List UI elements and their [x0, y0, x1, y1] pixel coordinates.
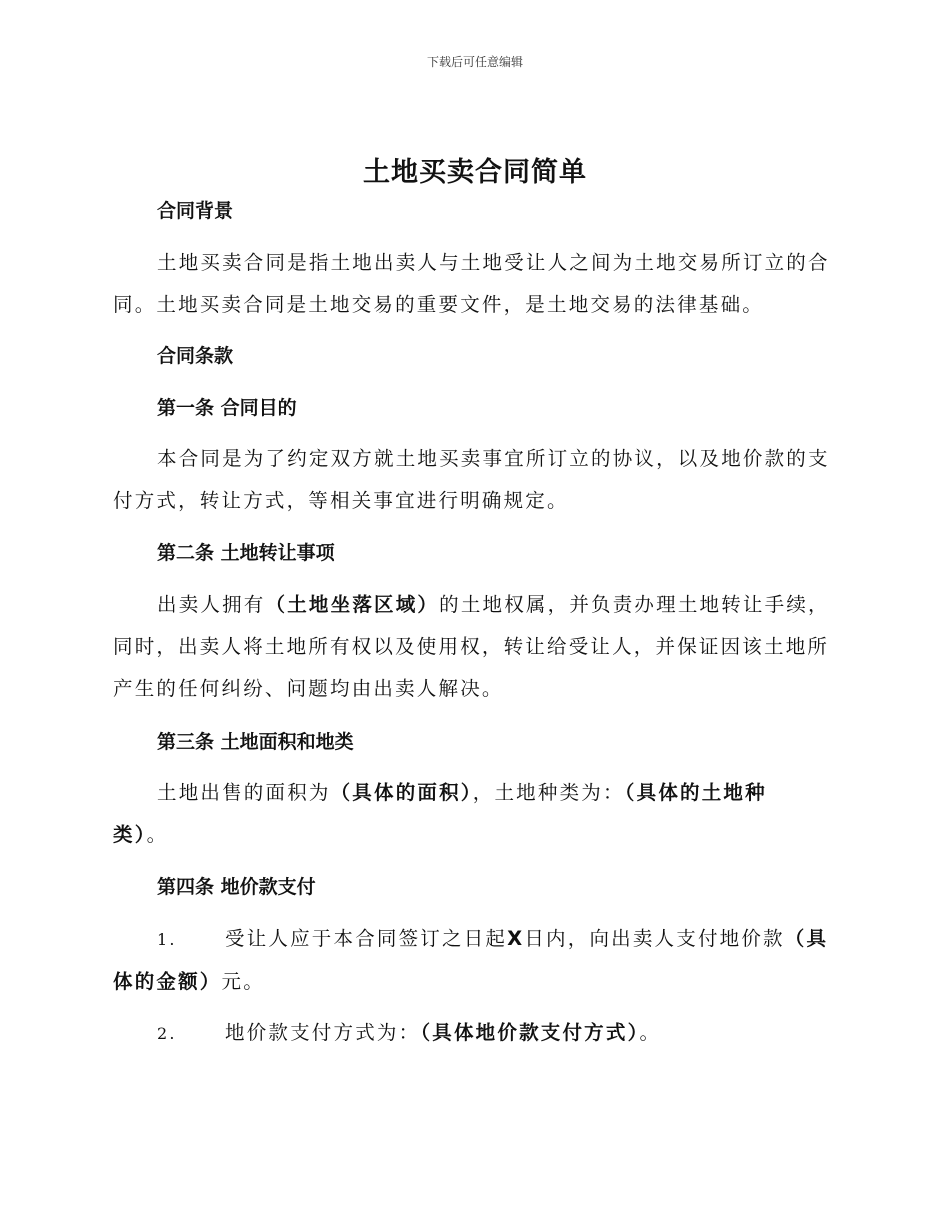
- paragraph-article-3: [113, 772, 839, 856]
- text-run: ，土地种类为：: [472, 781, 625, 804]
- placeholder-land-type-end: 类）: [113, 823, 147, 846]
- placeholder-amount: （具: [784, 927, 829, 950]
- placeholder-days: X: [507, 927, 525, 950]
- article-1-heading: 第一条 合同目的: [157, 397, 297, 419]
- text-run: 。: [639, 1021, 662, 1044]
- placeholder-land-type: （具体的土地种: [624, 781, 767, 804]
- text-run: 出卖人拥有: [157, 593, 266, 616]
- placeholder-payment-method: （具体地价款支付方式）: [420, 1021, 640, 1044]
- article-3-heading: 第三条 土地面积和地类: [157, 731, 354, 753]
- paragraph-line: [113, 961, 839, 1003]
- paragraph-line: [113, 1012, 839, 1055]
- paragraph-line: [113, 772, 839, 814]
- text-run: 土地出售的面积为: [157, 781, 331, 804]
- paragraph-line: 同时，出卖人将土地所有权以及使用权，转让给受让人，并保证因该土地所: [113, 635, 830, 658]
- text-run: 。: [146, 823, 169, 846]
- paragraph-background: [113, 242, 839, 326]
- paragraph-line: [113, 814, 839, 856]
- paragraph-line: 本合同是为了约定双方就土地买卖事宜所订立的协议，以及地价款的支: [157, 447, 830, 470]
- section-heading-terms: 合同条款: [157, 345, 234, 367]
- list-item-2: [113, 1012, 839, 1055]
- placeholder-area: （具体的面积）: [330, 781, 473, 804]
- section-heading-background: 合同背景: [157, 200, 234, 222]
- text-run: 受让人应于本合同签订之日起: [225, 927, 508, 950]
- text-run: 日内，向出卖人支付地价款: [524, 927, 785, 950]
- document-title: 土地买卖合同简单: [363, 157, 587, 188]
- paragraph-line: 产生的任何纠纷、问题均由出卖人解决。: [113, 677, 504, 700]
- article-2-heading: 第二条 土地转让事项: [157, 542, 335, 564]
- list-item-1: [113, 918, 839, 1003]
- paragraph-line: [113, 918, 839, 961]
- paragraph-line: 付方式，转让方式，等相关事宜进行明确规定。: [113, 489, 569, 512]
- placeholder-amount-end: 体的金额）: [113, 970, 222, 993]
- text-run: 的土地权属，并负责办理土地转让手续，: [439, 593, 830, 616]
- paragraph-line: 同。土地买卖合同是土地交易的重要文件，是土地交易的法律基础。: [113, 293, 765, 316]
- paragraph-line: 土地买卖合同是指土地出卖人与土地受让人之间为土地交易所订立的合: [157, 251, 830, 274]
- page-header: 下载后可任意编辑: [426, 55, 523, 69]
- paragraph-line: [113, 584, 839, 626]
- paragraph-article-2: [113, 584, 839, 710]
- list-number: 1.: [157, 930, 177, 949]
- text-run: 地价款支付方式为：: [225, 1021, 421, 1044]
- list-number: 2.: [157, 1024, 177, 1043]
- article-4-heading: 第四条 地价款支付: [157, 876, 316, 898]
- text-run: 元。: [221, 970, 265, 993]
- placeholder-location: （土地坐落区域）: [265, 593, 440, 616]
- paragraph-article-1: [113, 438, 839, 522]
